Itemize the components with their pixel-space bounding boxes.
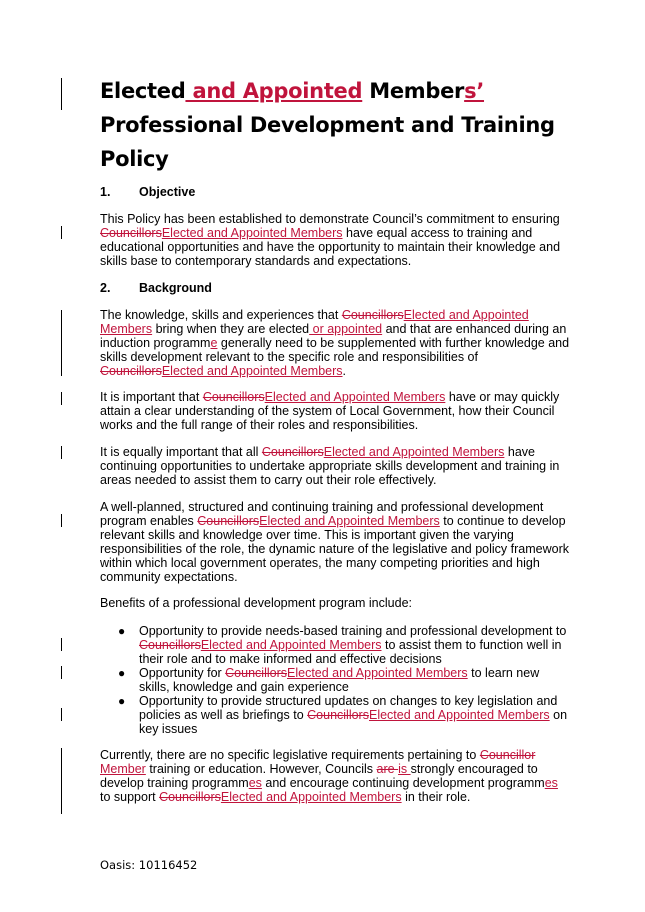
bullet-icon: ● bbox=[118, 624, 126, 638]
paragraph-current-requirements: Currently, there are no specific legislative requirements pertaining to Councillor Member training or education. However, Councils are is strongly encouraged to develop training programmes and encourage continuing development programmes to support CouncillorsElected and Appointed Members in their role. bbox=[100, 748, 558, 804]
paragraph-background-1: The knowledge, skills and experiences that CouncillorsElected and Appointed Members bring when they are elected or appointed and that are enhanced during an induction programme generally need to be supplemented with further knowledge and skills development relevant to the specific role and responsibilities of CouncillorsElected and Appointed Members. bbox=[100, 308, 570, 378]
change-bar bbox=[61, 708, 62, 721]
change-bar bbox=[61, 310, 62, 376]
list-item: ● Opportunity for CouncillorsElected and Appointed Members to learn new skills, knowledge and gain experience bbox=[118, 666, 540, 694]
paragraph-background-2: It is important that CouncillorsElected and Appointed Members have or may quickly attain a clear understanding of the system of Local Government, how their Council works and the full range of their roles and responsibilities. bbox=[100, 390, 560, 432]
section-heading-background: 2. Background bbox=[100, 281, 212, 295]
change-bar bbox=[61, 666, 62, 679]
bullet-icon: ● bbox=[118, 666, 126, 680]
change-bar bbox=[61, 392, 62, 405]
list-item: ● Opportunity to provide needs-based training and professional development to CouncillorsElected and Appointed Members to assist them to function well in their role and to make informed and effective decisions bbox=[118, 624, 567, 666]
document-reference-footer: Oasis: 10116452 bbox=[100, 858, 198, 872]
paragraph-objective: This Policy has been established to demonstrate Council’s commitment to ensuring CouncillorsElected and Appointed Members have equal access to training and educational opportunities and have the opportunity to maintain their knowledge and skills base to contemporary standards and expectations. bbox=[100, 212, 561, 268]
change-bar bbox=[61, 748, 62, 814]
list-item: ● Opportunity to provide structured updates on changes to key legislation and policies as well as briefings to CouncillorsElected and Appointed Members on key issues bbox=[118, 694, 568, 736]
benefits-list bbox=[100, 624, 570, 736]
change-bar bbox=[61, 638, 62, 651]
change-bar bbox=[61, 446, 62, 459]
section-heading-objective: 1. Objective bbox=[100, 185, 196, 199]
paragraph-background-4: A well-planned, structured and continuing training and professional development program enables CouncillorsElected and Appointed Members to continue to develop relevant skills and knowledge over time. This is important given the varying responsibilities of the role, the dynamic nature of the legislative and policy framework within which local government operates, the many competing priorities and high community expectations. bbox=[100, 500, 569, 584]
change-bar bbox=[61, 226, 62, 239]
change-bar bbox=[61, 514, 62, 527]
paragraph-benefits-intro: Benefits of a professional development program include: bbox=[100, 596, 412, 610]
change-bar bbox=[61, 78, 62, 110]
bullet-icon: ● bbox=[118, 694, 126, 708]
paragraph-background-3: It is equally important that all CouncillorsElected and Appointed Members have continuing opportunities to undertake appropriate skills development and training in areas needed to assist them to carry out their role effectively. bbox=[100, 445, 560, 487]
document-title: Elected and Appointed Members’ Professional Development and Training Policy bbox=[100, 79, 555, 171]
